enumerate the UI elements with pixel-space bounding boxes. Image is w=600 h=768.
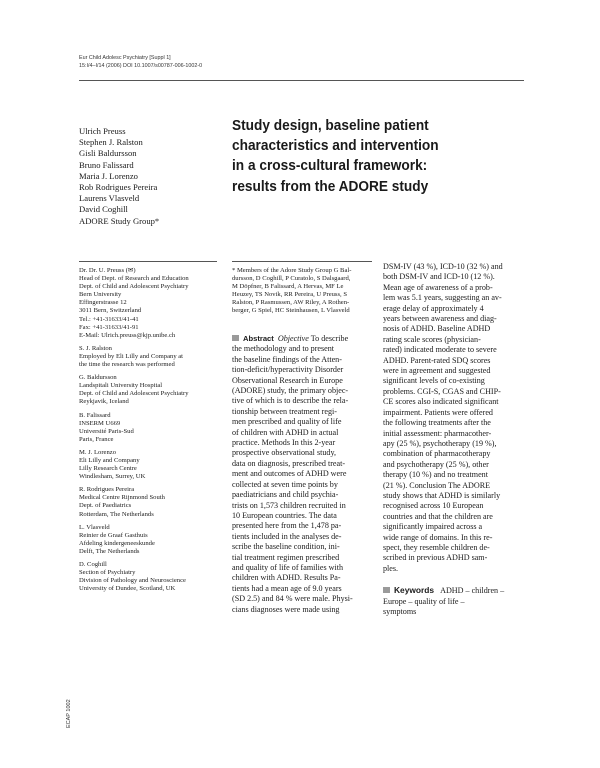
article-title: [232, 116, 502, 197]
affil-line: S. J. Ralston: [79, 344, 112, 352]
abstract-line: of children with ADHD in actual: [232, 427, 339, 437]
journal-name: Eur Child Adolesc Psychiatry [Suppl 1]: [79, 55, 171, 61]
affil-line: Head of Dept. of Research and Education: [79, 275, 189, 283]
affil-line: Paris, France: [79, 435, 114, 443]
abstract-line: impairment. Patients were offered: [383, 407, 493, 417]
abstract-line: men prescribed and quality of life: [232, 417, 342, 427]
keywords-first-line: [383, 585, 525, 596]
abstract-line: To describe: [310, 334, 349, 343]
abstract-column-1: [232, 334, 374, 615]
affiliation-rule: [79, 261, 217, 262]
affil-line: Afdeling kindergeneeskunde: [79, 539, 155, 547]
abstract-line: tients included in the analyses de-: [232, 531, 342, 541]
abstract-line: prospective observational study,: [232, 448, 336, 458]
abstract-line: the baseline findings of the Atten-: [232, 354, 342, 364]
abstract-line: combination of pharmacotherapy: [383, 449, 491, 459]
abstract-line: ADHD. Parent-rated SDQ scores: [383, 355, 491, 365]
abstract-line: significantly impaired across a: [383, 522, 483, 532]
abstract-line: (SD 2.5) and 84 % were male. Physi-: [232, 594, 353, 604]
affil-line: D. Coghill: [79, 561, 107, 568]
author: Ulrich Preuss: [79, 126, 126, 136]
affiliation-block: [79, 486, 224, 518]
affil-line: Rotterdam, The Netherlands: [79, 510, 154, 518]
affil-line: Dept. of Child and Adolescent Psychiatry: [79, 283, 189, 291]
affil-line: Division of Pathology and Neuroscience: [79, 577, 186, 585]
abstract-line: practice. Methods In this 2-year: [232, 438, 336, 448]
affil-line: University of Dundee, Scotland, UK: [79, 585, 176, 593]
journal-header: [79, 54, 419, 70]
title-line: characteristics and intervention: [232, 137, 439, 155]
abstract-line: and quality of life of families with: [232, 562, 344, 572]
abstract-line: tial treatment regimen prescribed: [232, 552, 340, 562]
abstract-line: significant levels of co-existing: [383, 376, 485, 386]
affil-line: the time the research was performed: [79, 361, 175, 369]
author: Stephen J. Ralston: [79, 137, 143, 148]
abstract-line: and psychotherapy (25 %), other: [383, 459, 489, 469]
affil-line: Effingerstrasse 12: [79, 299, 127, 307]
sidebar-code: [66, 690, 74, 730]
affiliation-block: [79, 374, 224, 406]
author: Gisli Baldursson: [79, 148, 137, 159]
sidebar-code-text: ECAP 1002: [66, 699, 72, 728]
abstract-line: lem was 5.1 years, suggesting an av-: [383, 293, 502, 303]
keywords-line: ADHD – children –: [440, 586, 505, 596]
abstract-heading: Abstract: [243, 334, 274, 343]
abstract-line: tion-deficit/hyperactivity Disorder: [232, 365, 344, 375]
abstract-line: data on diagnosis, prescribed treat-: [232, 458, 346, 468]
abstract-line: tive of which is to describe the rela-: [232, 396, 349, 406]
abstract-line: CE scores also indicated significant: [383, 397, 499, 407]
spacer: [383, 574, 525, 585]
affil-line: L. Vlasveld: [79, 523, 110, 531]
members-line: M Döpfner, B Falissard, A Hervas, MF Le: [232, 283, 344, 291]
affil-line: Delft, The Netherlands: [79, 547, 140, 555]
affil-line: B. Falissard: [79, 411, 111, 419]
abstract-line: tients had a mean age of 9.0 years: [232, 583, 342, 593]
abstract-line: study shows that ADHD is similarly: [383, 490, 501, 500]
affiliation-block: [79, 561, 224, 593]
affil-line: Tel.: +41-31633/41-41: [79, 315, 139, 323]
abstract-line: rated) indicated moderate to severe: [383, 345, 497, 355]
author-list: [79, 126, 229, 227]
affil-line: Employed by Eli Lilly and Company at: [79, 352, 184, 360]
abstract-line: the methodology and to present: [232, 344, 335, 354]
affil-line: INSERM U669: [79, 419, 121, 427]
members-line: Ralston, P Rasmussen, AW Riley, A Rothen-: [232, 299, 350, 307]
affil-line: Fax: +41-31633/41-91: [79, 323, 139, 331]
abstract-line: trists on 1,573 children recruited in: [232, 500, 346, 510]
author: Maria J. Lorenzo: [79, 170, 138, 181]
affiliation-block: [79, 524, 224, 556]
author: Rob Rodrigues Pereira: [79, 182, 158, 193]
members-rule: [232, 261, 372, 262]
affiliation-block: [79, 267, 224, 340]
title-line: Study design, baseline patient: [232, 117, 429, 134]
citation: 15:I/4–I/14 (2006) DOI 10.1007/s00787-006-1002-0: [79, 63, 203, 69]
keywords-heading: Keywords: [394, 585, 435, 596]
abstract-line: scribed in previous ADHD sam-: [383, 553, 488, 563]
abstract-line: children with ADHD. Results Pa-: [232, 573, 341, 583]
affil-line: Dept. of Paediatrics: [79, 502, 132, 510]
members-line: * Members of the Adore Study Group G Bal-: [232, 267, 352, 274]
abstract-line: cians diagnoses were made using: [232, 604, 340, 614]
abstract-line: initial assessment: pharmacother-: [383, 428, 492, 438]
affil-line: 3011 Bern, Switzerland: [79, 307, 142, 315]
affil-line: M. J. Lorenzo: [79, 448, 116, 456]
title-line: results from the ADORE study: [232, 177, 429, 195]
affil-line: Eli Lilly and Company: [79, 456, 140, 464]
abstract-line: therapy (10 %) and no treatment: [383, 470, 488, 480]
affil-line: Reykjavik, Iceland: [79, 398, 129, 406]
abstract-line: presented here from the 1,478 pa-: [232, 521, 342, 531]
abstract-column-2: [383, 262, 525, 617]
abstract-line: problems. CGI-S, CGAS and CHIP-: [383, 386, 501, 396]
affil-line: Université Paris-Sud: [79, 427, 134, 435]
abstract-line: Mean age of awareness of a prob-: [383, 282, 493, 292]
affil-line: Landspitali University Hospital: [79, 382, 163, 390]
members-line: dursson, D Coghill, P Curatolo, S Dalsgaard,: [232, 275, 351, 283]
affil-line: Bern University: [79, 291, 122, 299]
abstract-line: were in agreement and suggested: [383, 366, 491, 376]
section-marker-icon: [383, 587, 390, 593]
abstract-line: ment and outcomes of ADHD were: [232, 469, 347, 479]
author: Laurens Vlasveld: [79, 193, 140, 204]
affil-line: Windlesham, Surrey, UK: [79, 473, 146, 481]
affiliations: [79, 267, 224, 598]
abstract-line: erage delay of approximately 4: [383, 303, 484, 313]
affil-line: Dept. of Child and Adolescent Psychiatry: [79, 390, 189, 398]
author: Bruno Falissard: [79, 159, 134, 170]
section-marker-icon: [232, 335, 239, 341]
members-line: berger, G Spiel, HC Steinhausen, L Vlasveld: [232, 307, 350, 315]
author: David Coghill: [79, 204, 128, 215]
affil-line: Section of Psychiatry: [79, 569, 136, 577]
affil-line: Medical Centre Rijnmond South: [79, 494, 165, 502]
affiliation-block: [79, 412, 224, 444]
affiliation-block: [79, 449, 224, 481]
affil-line: Reinier de Graaf Gasthuis: [79, 531, 148, 539]
abstract-first-line: [232, 334, 374, 344]
affil-line: R. Rodrigues Pereira: [79, 486, 135, 494]
abstract-line: 10 European countries. The data: [232, 510, 337, 520]
affil-line: Lilly Research Centre: [79, 465, 137, 473]
abstract-line: countries and that the children are: [383, 511, 493, 521]
abstract-line: wide range of domains. In this re-: [383, 532, 493, 542]
study-group-members: [232, 267, 372, 316]
abstract-line: nosis of ADHD. Baseline ADHD: [383, 324, 491, 334]
header-rule: [79, 80, 524, 81]
abstract-line: paediatricians and child psychia-: [232, 490, 339, 500]
abstract-line: DSM-IV (43 %), ICD-10 (32 %) and: [383, 262, 503, 271]
abstract-line: rating scale scores (physician-: [383, 334, 481, 344]
abstract-line: (ADORE) study, the primary objec-: [232, 386, 349, 396]
abstract-line: ples.: [383, 563, 399, 573]
abstract-line: spect, they resemble children de-: [383, 542, 490, 552]
affiliation-block: [79, 345, 224, 369]
abstract-line: years between awareness and diag-: [383, 314, 497, 324]
keywords-line: symptoms: [383, 607, 417, 616]
abstract-line: Observational Research in Europe: [232, 375, 343, 385]
author: ADORE Study Group*: [79, 215, 160, 226]
abstract-line: (21 %). Conclusion The ADORE: [383, 480, 491, 490]
keywords-line: Europe – quality of life –: [383, 596, 465, 606]
abstract-line: recognised across 10 European: [383, 501, 484, 511]
abstract-line: scribe the baseline condition, ini-: [232, 542, 340, 552]
members-line: Heuzey, TS Novik, RR Pereira, U Preuss, S: [232, 291, 348, 299]
title-line: in a cross-cultural framework:: [232, 157, 428, 175]
abstract-line: tionship between treatment regi-: [232, 406, 337, 416]
abstract-line: the following treatments after the: [383, 418, 491, 428]
affil-line: G. Baldursson: [79, 374, 117, 382]
abstract-line: collected at seven time points by: [232, 479, 338, 489]
email-link[interactable]: E-Mail: Ulrich.preuss@kjp.unibe.ch: [79, 331, 176, 339]
abstract-line: both DSM-IV and ICD-10 (12 %).: [383, 272, 495, 282]
objective-label: Objective: [277, 334, 309, 343]
affil-line: Dr. Dr. U. Preuss (✉): [79, 267, 136, 274]
abstract-line: apy (25 %), psychotherapy (19 %),: [383, 438, 497, 448]
